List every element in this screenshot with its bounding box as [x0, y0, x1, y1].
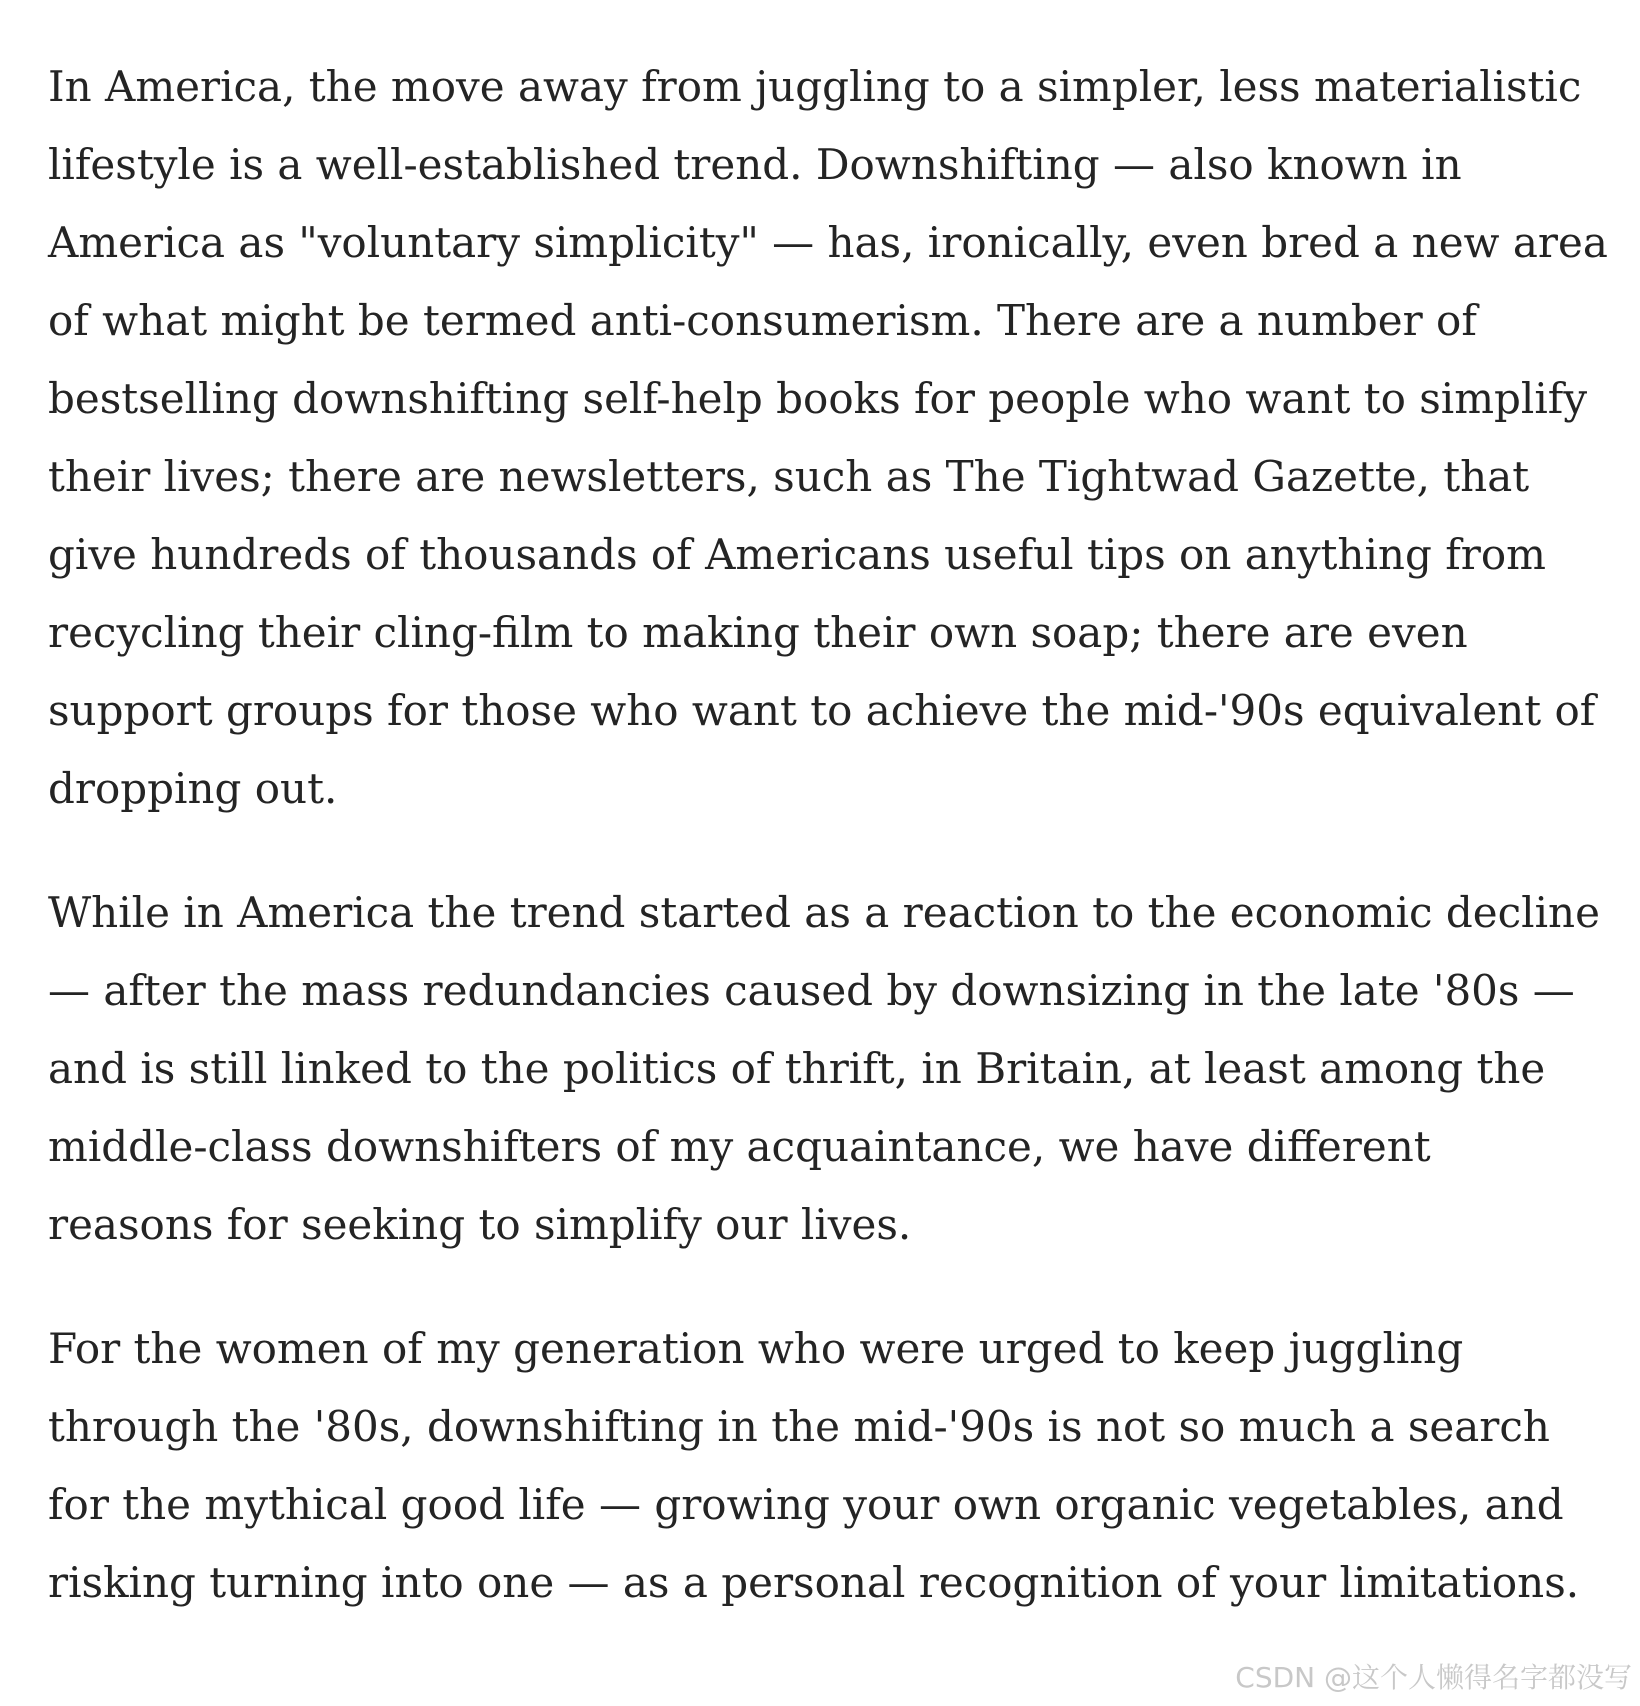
paragraph-3: For the women of my generation who were urged to keep juggling through the '80s, downshifting in the mid-'90s is not so much a search for the mythical good life — growing your own organic vegetables, and risking turning into one — as a personal recognition of your limitations. — [48, 1324, 1580, 1607]
paragraph-2: While in America the trend started as a reaction to the economic decline — after the mass redundancies caused by downsizing in the late '80s — and is still linked to the politics of thrift, in Britain, at least among the middle-class downshifters of my acquaintance, we have different reasons for seeking to simplify our lives. — [48, 888, 1600, 1249]
csdn-watermark: CSDN @这个人懒得名字都没写 — [1235, 1661, 1632, 1694]
article-body — [48, 48, 1608, 1668]
paragraph-1: In America, the move away from juggling to a simpler, less materialistic lifestyle is a well-established trend. Downshifting — also known in America as "voluntary simplicity" — has, ironically, even bred a new area of what might be termed anti-consumerism. There are a number of bestselling downshifting self-help books for people who want to simplify their lives; there are newsletters, such as The Tightwad Gazette, that give hundreds of thousands of Americans useful tips on anything from recycling their cling-film to making their own soap; there are even support groups for those who want to achieve the mid-'90s equivalent of dropping out. — [48, 62, 1608, 813]
